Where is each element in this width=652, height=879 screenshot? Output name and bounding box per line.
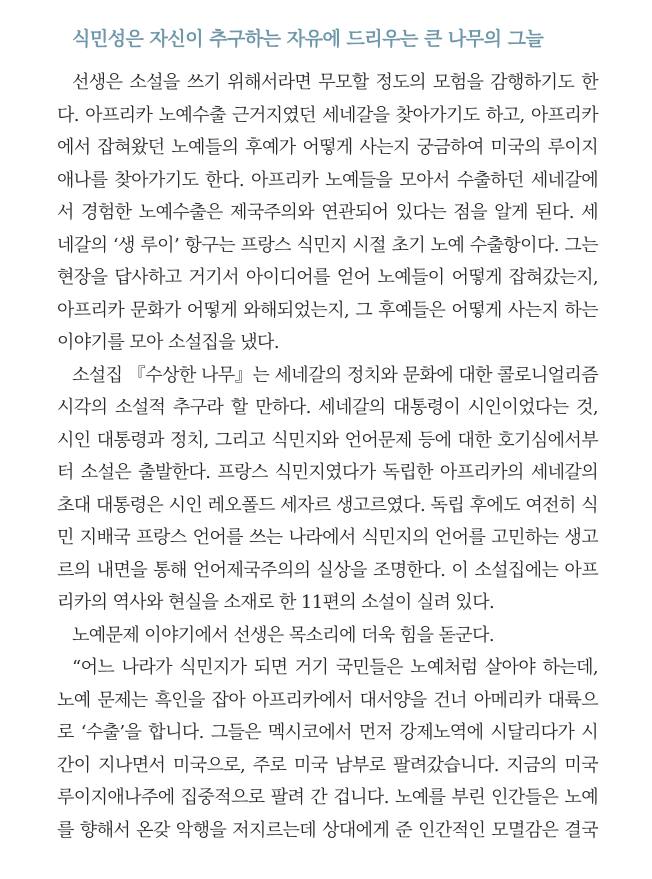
paragraph-2-line: 소설집 『수상한 나무』는 세네갈의 정치와 문화에 대한 콜로니얼리즘 <box>72 364 598 386</box>
paragraph-2-line: 르의 내면을 통해 언어제국주의의 실상을 조명한다. 이 소설집에는 아프 <box>57 559 598 581</box>
paragraph-1-line: 네갈의 ‘생 루이’ 항구는 프랑스 식민지 시절 초기 노예 수출항이다. 그는 <box>57 234 598 256</box>
paragraph-4-line: 를 향해서 온갖 악행을 저지르는데 상대에게 준 인간적인 모멸감은 결국 <box>57 819 598 841</box>
article-body <box>57 67 598 847</box>
paragraph-2-line: 리카의 역사와 현실을 소재로 한 11편의 소설이 실려 있다. <box>57 592 495 613</box>
paragraph-1-line: 현장을 답사하고 거기서 아이디어를 얻어 노예들이 어떻게 잡혀갔는지, <box>57 267 598 288</box>
paragraph-3-line: 노예문제 이야기에서 선생은 목소리에 더욱 힘을 돋군다. <box>72 624 494 646</box>
paragraph-1-line: 서 경험한 노예수출은 제국주의와 연관되어 있다는 점을 알게 된다. 세 <box>57 202 598 223</box>
paragraph-1-line: 이야기를 모아 소설집을 냈다. <box>57 332 279 353</box>
paragraph-2-line: 시인 대통령과 정치, 그리고 식민지와 언어문제 등에 대한 호기심에서부 <box>57 429 598 451</box>
paragraph-2-line: 터 소설은 출발한다. 프랑스 식민지였다가 독립한 아프리카의 세네갈의 <box>57 462 598 483</box>
paragraph-1-line: 선생은 소설을 쓰기 위해서라면 무모할 정도의 모험을 감행하기도 한 <box>72 72 598 93</box>
paragraph-2-line: 초대 대통령은 시인 레오폴드 세자르 생고르였다. 독립 후에도 여전히 식 <box>57 494 598 516</box>
paragraph-2-line: 민 지배국 프랑스 언어를 쓰는 나라에서 식민지의 언어를 고민하는 생고 <box>57 527 598 548</box>
paragraph-4-line: 간이 지나면서 미국으로, 주로 미국 남부로 팔려갔습니다. 지금의 미국 <box>57 754 598 776</box>
paragraph-1-line: 에서 잡혀왔던 노예들의 후예가 어떻게 사는지 궁금하여 미국의 루이지 <box>57 137 598 158</box>
section-heading: 식민성은 자신이 추구하는 자유에 드리우는 큰 나무의 그늘 <box>72 28 544 50</box>
paragraph-1-line: 애나를 찾아가기도 한다. 아프리카 노예들을 모아서 수출하던 세네갈에 <box>57 169 598 191</box>
paragraph-4-line: 노예 문제는 흑인을 잡아 아프리카에서 대서양을 건너 아메리카 대륙으 <box>57 689 598 711</box>
paragraph-4-line: 로 ‘수출’을 합니다. 그들은 멕시코에서 먼저 강제노역에 시달리다가 시 <box>57 722 598 743</box>
paragraph-4-line: “어느 나라가 식민지가 되면 거기 국민들은 노예처럼 살아야 하는데, <box>72 657 598 678</box>
paragraph-1-line: 아프리카 문화가 어떻게 와해되었는지, 그 후예들은 어떻게 사는지 하는 <box>57 299 598 321</box>
paragraph-4-line: 루이지애나주에 집중적으로 팔려 간 겁니다. 노예를 부린 인간들은 노예 <box>57 787 598 808</box>
paragraph-1-line: 다. 아프리카 노예수출 근거지였던 세네갈을 찾아가기도 하고, 아프리카 <box>57 104 598 126</box>
paragraph-2-line: 시각의 소설적 추구라 할 만하다. 세네갈의 대통령이 시인이었다는 것, <box>57 397 598 418</box>
